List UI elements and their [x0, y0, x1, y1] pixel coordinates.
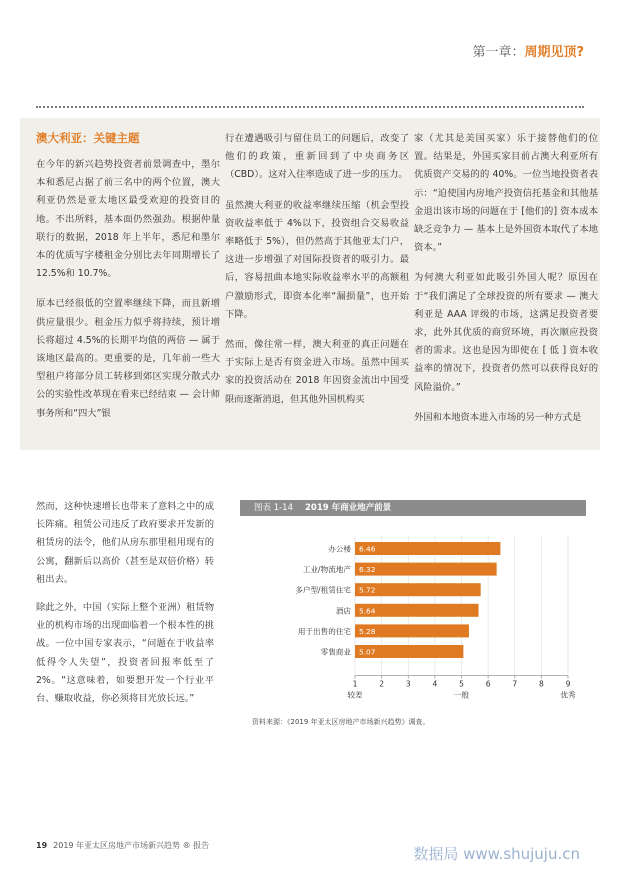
paragraph: 家（尤其是美国买家）乐于接替他们的位置。结果是，外国买家目前占澳大利亚所有优质资产交易的的 40%。一位当地投资者表示：“迫使国内房地产投资信托基金和其他基金退出该市场的问题在于 [他们的] 资本成本缺乏竞争力 — 基本上是外国资本取代了本地资本。” — [414, 133, 598, 254]
paragraph: 外国和本地资本进入市场的另一种方式是 — [414, 411, 582, 423]
tick-label: 9 — [565, 679, 571, 689]
bar-chart — [240, 520, 586, 710]
scale-label: 优秀 — [560, 690, 576, 700]
bar — [355, 563, 497, 576]
tick-label: 5 — [459, 679, 464, 689]
paragraph: 为何澳大利亚如此吸引外国人呢？原因在于“我们满足了全球投资的所有要求 — 澳大利亚是 AAA 评级的市场，这满足投资者要求，此外其优质的商贸环境，再次顺应投资者的需求。这也是因为即使在 [ 低 ] 资本收益率的情况下，投资者仍然可以获得良好的风险溢价。” — [414, 272, 598, 393]
category-label: 工业/物流地产 — [302, 565, 351, 575]
column-1 — [36, 130, 220, 435]
scale-label: 一般 — [453, 690, 470, 700]
category-label: 酒店 — [335, 606, 351, 616]
watermark: 数据局 www.shujuju.cn — [413, 845, 580, 863]
tick-label: 1 — [352, 679, 358, 689]
page-footer — [36, 840, 209, 851]
data-label: 6.32 — [359, 565, 376, 575]
figure-source: 资料来源：《2019 年亚太区房地产市场新兴趋势》调查。 — [252, 718, 430, 726]
column-3 — [414, 130, 598, 439]
column-2 — [225, 130, 409, 421]
lower-text — [36, 498, 214, 718]
page-number: 19 — [36, 841, 48, 850]
paragraph: 在今年的新兴趋势投资者前景调查中，墨尔本和悉尼占据了前三名中的两个位置，澳大利亚仍然是亚太地区最受欢迎的投资目的地。不出所料，基本面仍然强劲。根据仲量联行的数据，2018 年上半年，悉尼和墨尔本的优质写字楼租金分别比去年同期增长了 12.5%和 10.7%。 — [36, 159, 220, 280]
data-label: 5.64 — [359, 606, 376, 616]
paragraph: 除此之外，中国（实际上整个亚洲）租赁物业的机构市场的出现面临着一个根本性的挑战。一位中国专家表示，“问题在于收益率低得令人失望”，投资者回报率低至了 2%。“这意味着，如要想开发一个行业平台、赚取收益，你必须将目光放长远。” — [36, 602, 214, 705]
tick-label: 3 — [405, 679, 411, 689]
section-heading: 澳大利亚：关键主题 — [36, 131, 140, 145]
paragraph: 然而，像往常一样，澳大利亚的真正问题在于实际上是否有资金进入市场。虽然中国买家的投资活动在 2018 年因资金流出中国受限而逐渐消退，但其他外国机构买 — [225, 339, 409, 405]
paragraph: 原本已经很低的空置率继续下降，而且新增供应量很少。租金压力似乎将持续，预计增长将超过 4.5%的长期平均值的两倍 — 属于该地区最高的。更重要的是，几年前一些大型租户将部分员工转移到郊区实现分散式办公的实验性改革现在看来已经结束 — 会计师事务所和“四大”银 — [36, 298, 220, 419]
tick-label: 8 — [538, 679, 544, 689]
tick-label: 2 — [379, 679, 385, 689]
chapter-title: 周期见顶? — [524, 45, 584, 60]
chapter-heading — [472, 41, 584, 60]
category-label: 办公楼 — [328, 544, 351, 554]
figure-number: 图表 1-14 — [254, 503, 293, 513]
data-label: 5.72 — [359, 585, 376, 595]
chapter-prefix: 第一章： — [472, 45, 525, 60]
tick-label: 7 — [512, 679, 518, 689]
scale-label: 较差 — [347, 690, 363, 700]
figure-header — [240, 500, 586, 516]
figure-title: 2019 年商业地产前景 — [305, 503, 392, 513]
category-label: 多户型/租赁住宅 — [295, 585, 351, 595]
paragraph: 虽然澳大利亚的收益率继续压缩（机会型投资收益率低于 4%以下，投资组合交易收益率略低于 5%），但仍然高于其他亚太门户，这进一步增强了对国际投资者的吸引力。最后，容易扭曲本地实际收益率水平的高额租户激励形式，即资本化率“漏损量”，也开始下降。 — [225, 199, 409, 320]
bar — [355, 542, 500, 555]
paragraph: 行在遭遇吸引与留住员工的问题后，改变了他们的政策，重新回到了中央商务区（CBD）。这对入住率造成了进一步的压力。 — [225, 133, 409, 181]
data-label: 6.46 — [359, 544, 376, 554]
data-label: 5.28 — [359, 626, 376, 636]
data-label: 5.07 — [359, 647, 376, 657]
tick-label: 6 — [485, 679, 491, 689]
category-label: 用于出售的住宅 — [297, 626, 351, 636]
category-label: 零售商业 — [320, 647, 351, 657]
dotted-divider — [36, 106, 584, 108]
footer-text: 2019 年亚太区房地产市场新兴趋势 ® 报告 — [53, 841, 210, 850]
tick-label: 4 — [432, 679, 438, 689]
paragraph: 然而，这种快速增长也带来了意料之中的成长阵痛。租赁公司违反了政府要求开发新的租赁房的法令，他们从房东那里租用现有的公寓，翻新后以高价（甚至是双倍价格）转租出去。 — [36, 501, 214, 585]
